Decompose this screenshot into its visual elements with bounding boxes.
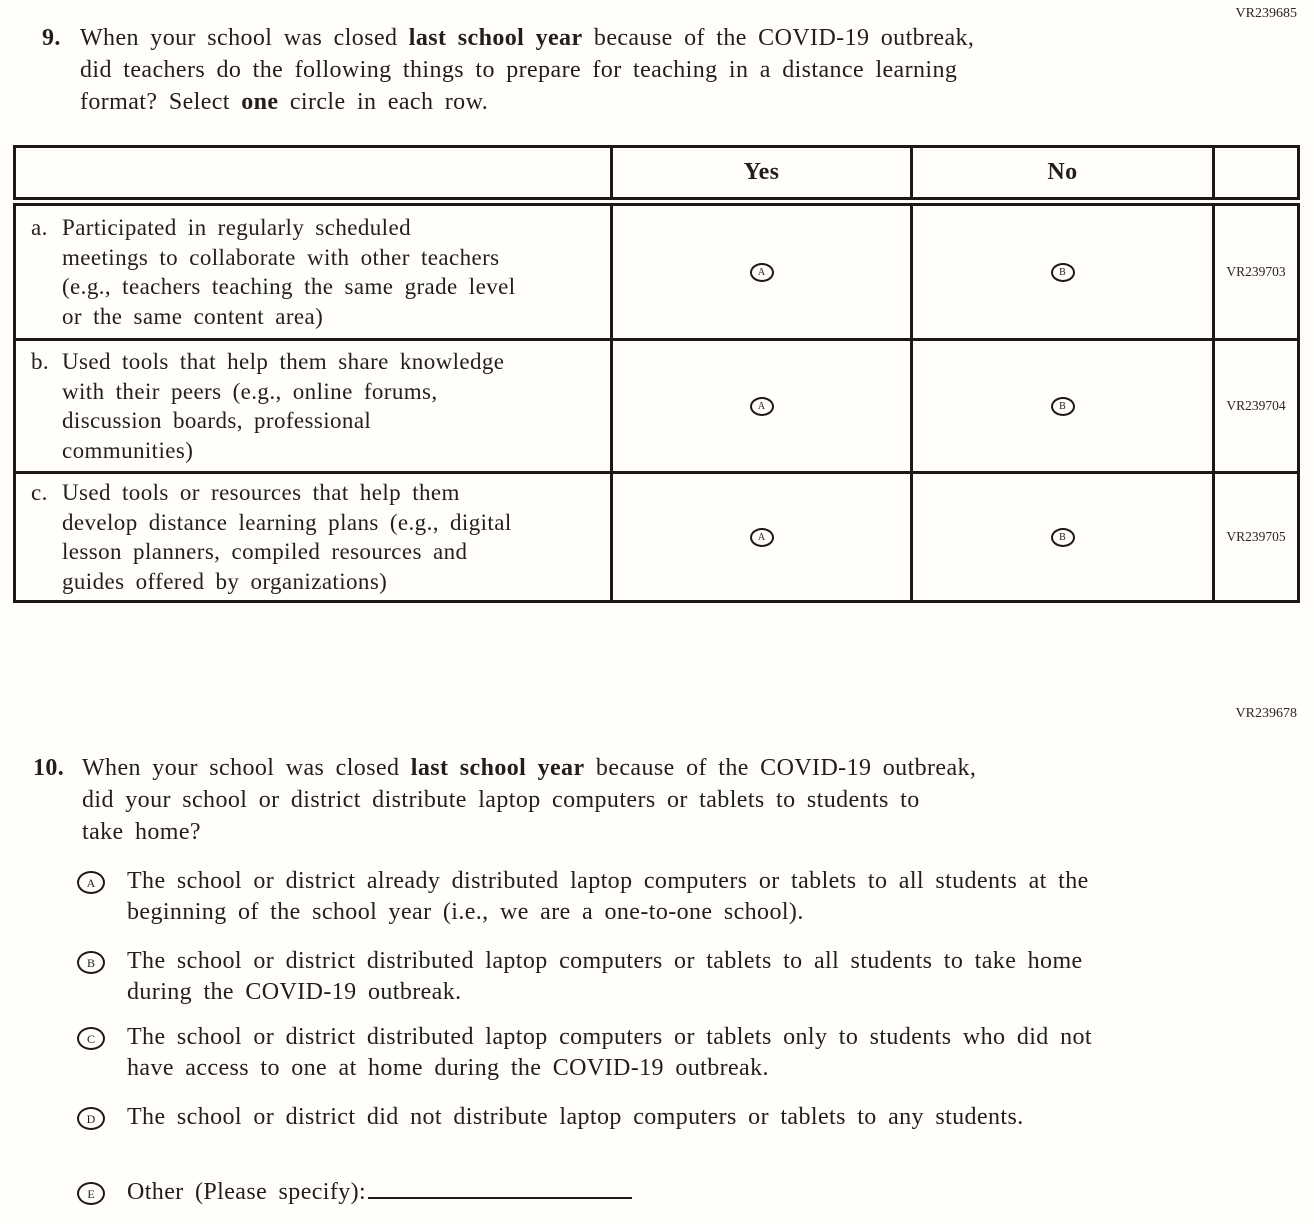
row-a-letter: a. [31, 215, 48, 240]
row-b-letter: b. [31, 349, 50, 374]
question-9-line-2: did teachers do the following things to prepare for teaching in a distance learning [80, 57, 958, 83]
row-b-no-cell [912, 340, 1214, 473]
question-9-line-1: When your school was closed last school year because of the COVID-19 outbreak, [80, 25, 975, 51]
option-d [77, 1102, 1024, 1133]
row-a-stem [15, 202, 612, 340]
table-row-c [15, 473, 1299, 602]
row-c-no-cell [912, 473, 1214, 602]
option-d-bubble[interactable]: D [77, 1107, 105, 1130]
row-b-yes-bubble[interactable]: A [750, 397, 774, 416]
row-c-text: Used tools or resources that help them develop distance learning plans (e.g., digital lesson planners, compiled resources and guides offered by organizations) [62, 480, 512, 594]
row-c-no-bubble[interactable]: B [1051, 528, 1075, 547]
table-header-row [15, 147, 1299, 202]
question-10-text [82, 752, 976, 848]
option-e-bubble[interactable]: E [77, 1182, 105, 1205]
question-9 [42, 22, 974, 118]
table-row-b [15, 340, 1299, 473]
option-a [77, 866, 1089, 928]
option-e-text: Other (Please specify): [127, 1177, 632, 1208]
header-code-empty [1214, 147, 1299, 202]
question-9-text [80, 22, 974, 118]
option-e [77, 1177, 632, 1208]
option-b-text: The school or district distributed laptop computers or tablets to all students to take home during the COVID-19 outbreak. [127, 948, 1083, 1005]
question-10-number: 10. [33, 755, 65, 781]
row-b-code: VR239704 [1214, 340, 1299, 473]
row-b-text: Used tools that help them share knowledge with their peers (e.g., online forums, discussion boards, professional communities) [62, 349, 505, 463]
question-10-line-2: did your school or district distribute laptop computers or tablets to students to [82, 787, 920, 813]
col-header-yes: Yes [612, 147, 912, 202]
row-b-stem [15, 340, 612, 473]
row-c-yes-bubble[interactable]: A [750, 528, 774, 547]
option-b [77, 946, 1083, 1008]
option-d-text: The school or district did not distribute laptop computers or tablets to any students. [127, 1104, 1024, 1130]
form-code-q9: VR239685 [1235, 6, 1297, 21]
row-a-yes-cell [612, 202, 912, 340]
option-c-bubble[interactable]: C [77, 1027, 105, 1050]
question-10 [33, 752, 976, 848]
row-a-no-bubble[interactable]: B [1051, 263, 1075, 282]
table-row-a [15, 202, 1299, 340]
question-9-number: 9. [42, 25, 61, 51]
row-a-text: Participated in regularly scheduled meetings to collaborate with other teachers (e.g., teachers teaching the same grade level or the same content area) [62, 215, 516, 329]
row-b-yes-cell [612, 340, 912, 473]
form-code-q10: VR239678 [1235, 706, 1297, 721]
header-stem-empty [15, 147, 612, 202]
option-a-bubble[interactable]: A [77, 871, 105, 894]
q9-response-table [13, 145, 1300, 603]
question-9-line-3: format? Select one circle in each row. [80, 89, 489, 115]
row-a-no-cell [912, 202, 1214, 340]
col-header-no: No [912, 147, 1214, 202]
question-10-line-1: When your school was closed last school year because of the COVID-19 outbreak, [82, 755, 977, 781]
row-a-code: VR239703 [1214, 202, 1299, 340]
row-c-yes-cell [612, 473, 912, 602]
other-specify-line[interactable] [368, 1196, 632, 1199]
question-10-line-3: take home? [82, 819, 201, 845]
option-a-text: The school or district already distributed laptop computers or tablets to all students at the beginning of the school year (i.e., we are a one-to-one school). [127, 868, 1089, 925]
row-c-stem [15, 473, 612, 602]
row-c-letter: c. [31, 480, 48, 505]
row-b-no-bubble[interactable]: B [1051, 397, 1075, 416]
option-c-text: The school or district distributed laptop computers or tablets only to students who did not have access to one at home during the COVID-19 outbreak. [127, 1024, 1092, 1081]
option-c [77, 1022, 1092, 1084]
row-a-yes-bubble[interactable]: A [750, 263, 774, 282]
option-b-bubble[interactable]: B [77, 951, 105, 974]
row-c-code: VR239705 [1214, 473, 1299, 602]
